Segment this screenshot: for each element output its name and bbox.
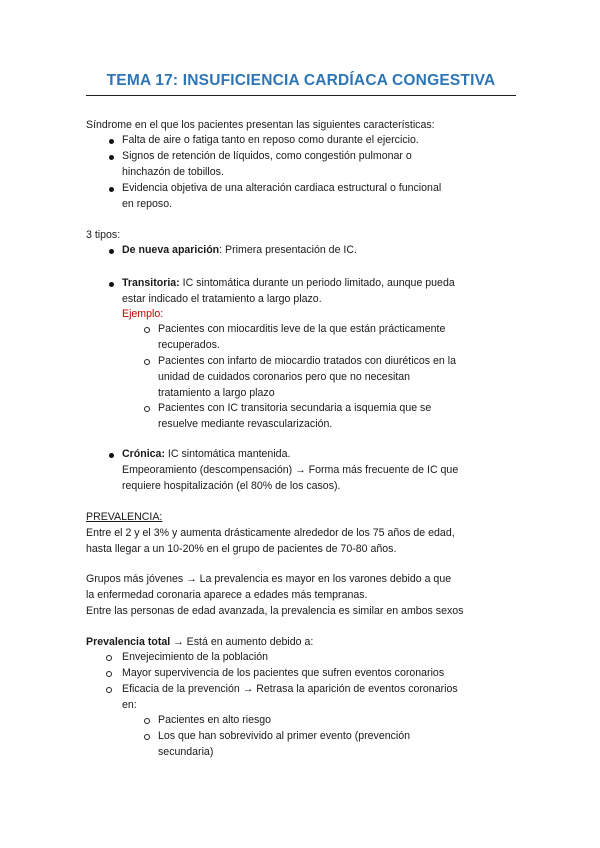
type-chronic-line-3: requiere hospitalización (el 80% de los casos). — [122, 480, 341, 492]
groups-line-1: Grupos más jóvenes → La prevalencia es mayor en los varones debido a que — [86, 573, 452, 585]
intro-text: Síndrome en el que los pacientes presentan las siguientes características: — [86, 119, 435, 131]
sub-bullet-circle — [106, 655, 112, 661]
prevention-item-2-line-1: Los que han sobrevivido al primer evento (prevención — [158, 730, 411, 742]
intro-item-3-line-2: en reposo. — [122, 198, 173, 210]
type-chronic — [122, 447, 290, 462]
prevalence-line-1: Entre el 2 y el 3% y aumenta drásticamente alrededor de los 75 años de edad, — [86, 527, 455, 539]
type-chronic-line-2: Empeoramiento (descompensación) → Forma más frecuente de IC que — [122, 464, 459, 476]
example-2-line-2: unidad de cuidados coronarios pero que no necesitan — [158, 371, 411, 383]
total-label: Prevalencia total — [86, 636, 171, 648]
type-text: IC sintomática mantenida. — [164, 448, 291, 460]
sub-bullet-circle — [106, 671, 112, 677]
total-item-1: Envejecimiento de la población — [122, 651, 269, 663]
sub-bullet-circle — [144, 734, 150, 740]
bullet-dot — [109, 453, 114, 458]
example-3-line-1: Pacientes con IC transitoria secundaria a isquemia que se — [158, 402, 432, 414]
type-new-onset — [122, 243, 357, 258]
sub-bullet-circle — [106, 687, 112, 693]
total-item-2: Mayor supervivencia de los pacientes que sufren eventos coronarios — [122, 667, 445, 679]
groups-line-2: la enfermedad coronaria aparece a edades más tempranas. — [86, 589, 368, 601]
type-label: Crónica: — [122, 448, 165, 460]
intro-item-2-line-1: Signos de retención de líquidos, como congestión pulmonar o — [122, 150, 412, 162]
example-1-line-2: recuperados. — [158, 339, 220, 351]
type-label: De nueva aparición — [122, 244, 220, 256]
sub-bullet-circle — [144, 359, 150, 365]
example-1-line-1: Pacientes con miocarditis leve de la que están prácticamente — [158, 323, 446, 335]
bullet-dot — [109, 282, 114, 287]
groups-line-3: Entre las personas de edad avanzada, la prevalencia es similar en ambos sexos — [86, 605, 464, 617]
intro-item-3-line-1: Evidencia objetiva de una alteración cardiaca estructural o funcional — [122, 182, 442, 194]
type-transient — [122, 276, 455, 291]
total-item-3-line-1: Eficacia de la prevención → Retrasa la aparición de eventos coronarios — [122, 683, 458, 695]
prevention-item-2-line-2: secundaria) — [158, 746, 214, 758]
intro-item-1: Falta de aire o fatiga tanto en reposo como durante el ejercicio. — [122, 134, 419, 146]
type-text: IC sintomática durante un periodo limitado, aunque pueda — [179, 277, 455, 289]
type-label: Transitoria: — [122, 277, 180, 289]
bullet-dot — [109, 139, 114, 144]
bullet-dot — [109, 155, 114, 160]
example-label: Ejemplo: — [122, 308, 164, 320]
sub-bullet-circle — [144, 718, 150, 724]
bullet-dot — [109, 187, 114, 192]
bullet-dot — [109, 249, 114, 254]
example-2-line-1: Pacientes con infarto de miocardio tratados con diuréticos en la — [158, 355, 456, 367]
prevalence-line-2: hasta llegar a un 10-20% en el grupo de pacientes de 70-80 años. — [86, 543, 397, 555]
intro-item-2-line-2: hinchazón de tobillos. — [122, 166, 224, 178]
prevention-item-1: Pacientes en alto riesgo — [158, 714, 272, 726]
type-transient-line-2: estar indicado el tratamiento a largo plazo. — [122, 293, 322, 305]
prevalence-heading: PREVALENCIA: — [86, 511, 163, 523]
total-prevalence — [86, 635, 313, 650]
example-3-line-2: resuelve mediante revascularización. — [158, 418, 333, 430]
page-title: TEMA 17: INSUFICIENCIA CARDÍACA CONGESTIVA — [106, 72, 496, 89]
sub-bullet-circle — [144, 406, 150, 412]
sub-bullet-circle — [144, 327, 150, 333]
type-text: : Primera presentación de IC. — [219, 244, 357, 256]
total-text: → Está en aumento debido a: — [170, 636, 314, 648]
total-item-3-line-2: en: — [122, 699, 137, 711]
example-2-line-3: tratamiento a largo plazo — [158, 387, 275, 399]
types-heading: 3 tipos: — [86, 229, 121, 241]
title-rule — [86, 95, 516, 96]
